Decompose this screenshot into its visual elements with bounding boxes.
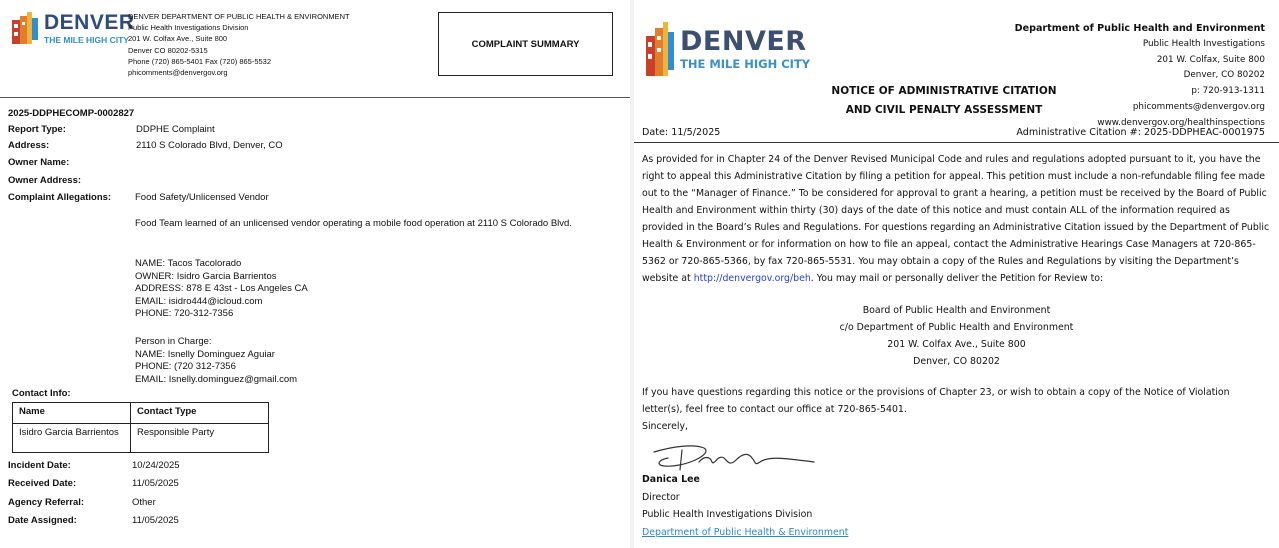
header-line: phicomments@denvergov.org <box>128 68 228 78</box>
field-label: Owner Name: <box>8 157 70 168</box>
field-label: Date Assigned: <box>8 515 77 526</box>
vendor-line: EMAIL: isidro444@icloud.com <box>135 295 263 307</box>
signer-title: Director <box>642 491 680 503</box>
address-line: Public Health Investigations <box>1142 38 1265 49</box>
table-header-row <box>13 403 269 424</box>
citation-number: Administrative Citation #: 2025-DDPHEAC-0001975 <box>1016 127 1265 138</box>
denver-logo-icon <box>646 22 674 76</box>
logo-wordmark: DENVER <box>44 11 135 34</box>
signature-image <box>644 432 834 476</box>
pic-line: EMAIL: Isnelly.dominguez@gmail.com <box>135 373 298 385</box>
field-value: Other <box>132 497 156 508</box>
address-line: phicomments@denvergov.org <box>1132 101 1265 112</box>
denver-logo <box>646 22 810 76</box>
questions-paragraph <box>642 384 1272 435</box>
address-line: Denver, CO 80202 <box>913 356 1000 367</box>
denver-logo-icon <box>12 12 38 44</box>
address-line: 201 W. Colfax, Suite 800 <box>1156 54 1265 65</box>
field-value: DDPHE Complaint <box>136 124 215 135</box>
column-header: Name <box>13 403 131 424</box>
field-label: Complaint Allegations: <box>8 192 112 203</box>
logo-tagline: THE MILE HIGH CITY <box>44 35 129 45</box>
contact-table <box>12 402 269 453</box>
paragraph-text: If you have questions regarding this notice or the provisions of Chapter 23, or wish to obtain a copy of the Notice of Violation letter(s), feel free to contact our office at 720-865-5401. <box>642 387 1230 415</box>
closing: Sincerely, <box>642 421 688 432</box>
logo-wordmark: DENVER <box>680 25 807 57</box>
field-value: 11/05/2025 <box>132 478 179 489</box>
header-line: 201 W. Colfax Ave., Suite 800 <box>128 34 228 44</box>
vendor-line: NAME: Tacos Tacolorado <box>135 258 242 269</box>
address-line: 201 W. Colfax Ave., Suite 800 <box>887 339 1026 350</box>
pic-line: Person in Charge: <box>135 336 212 347</box>
pic-line: NAME: Isnelly Dominguez Aguiar <box>135 348 275 360</box>
paragraph-text: As provided for in Chapter 24 of the Denver Revised Municipal Code and rules and regulations adopted pursuant to it, you have the right to appeal this Administrative Citation by filing a petition for appeal. This petition must include a non-refundable filing fee made out to the “Manager of Finance.” To be considered for approval to grant a hearing, a petition must be received by the Board of Public Health and Environment within thirty (30) days of the date of this notice and must contain ALL of the information required as provided in the Board’s Rules and Regulations. For questions regarding an Administrative Citation issued by the Department of Public Health & Environment or for information on how to file an appeal, contact the Administrative Hearings Case Managers at 720-865-5362 or 720-865-5366, by fax 720-865-5531. You may obtain a copy of the Rules and Regulations by visiting the Department’s website at <box>642 154 1270 284</box>
signer-division: Public Health Investigations Division <box>642 509 813 520</box>
header-divider <box>634 142 1279 143</box>
board-address <box>634 302 1279 370</box>
header-line: Denver CO 80202-5315 <box>128 45 208 55</box>
header-divider <box>0 97 630 98</box>
field-value: 10/24/2025 <box>132 460 180 471</box>
field-label: Owner Address: <box>8 175 82 186</box>
field-value: 11/05/2025 <box>132 515 179 526</box>
address-line: Denver, CO 80202 <box>1183 70 1265 81</box>
beh-website-link[interactable]: http://denvergov.org/beh <box>693 273 811 284</box>
address-line: Board of Public Health and Environment <box>862 305 1051 316</box>
table-cell: Responsible Party <box>131 424 269 453</box>
header-line: Public Health Investigations Division <box>128 23 249 33</box>
complaint-summary-document <box>0 0 630 548</box>
record-id: 2025-DDPHECOMP-0002827 <box>8 108 135 119</box>
person-in-charge-details <box>135 336 575 386</box>
contact-info-label: Contact Info: <box>12 388 71 399</box>
header-line: DENVER DEPARTMENT OF PUBLIC HEALTH & ENVIRONMENT <box>128 12 350 21</box>
field-label: Agency Referral: <box>8 497 85 508</box>
appeal-paragraph <box>642 151 1272 287</box>
field-label: Address: <box>8 140 50 151</box>
field-label: Report Type: <box>8 124 66 135</box>
department-address <box>1015 21 1265 132</box>
notice-date: Date: 11/5/2025 <box>642 127 721 138</box>
paragraph-text: . You may mail or personally deliver the Petition for Review to: <box>810 273 1104 284</box>
citation-notice-document <box>634 0 1279 548</box>
allegation-description <box>135 218 575 231</box>
address-line: c/o Department of Public Health and Environment <box>839 322 1074 333</box>
address-line: p: 720-913-1311 <box>1191 86 1265 97</box>
address-line: www.denvergov.org/healthinspections <box>1097 117 1265 128</box>
column-header: Contact Type <box>131 403 269 424</box>
field-label: Incident Date: <box>8 460 71 471</box>
denver-logo <box>12 12 135 45</box>
field-value: 2110 S Colorado Blvd, Denver, CO <box>136 140 283 151</box>
complaint-summary-title: COMPLAINT SUMMARY <box>438 12 613 76</box>
department-name: Department of Public Health and Environment <box>1014 23 1265 34</box>
header-line: Phone (720) 865-5401 Fax (720) 865-5532 <box>128 56 272 66</box>
department-header <box>128 11 350 78</box>
description-paragraph: Food Team learned of an unlicensed vendor operating a mobile food operation at 2110 S Colorado Blvd. <box>135 218 572 229</box>
vendor-line: OWNER: Isidro Garcia Barrientos <box>135 270 277 282</box>
signature-block <box>642 471 848 541</box>
field-label: Received Date: <box>8 478 77 489</box>
signer-name: Danica Lee <box>642 474 700 485</box>
pic-line: PHONE: (720 312-7356 <box>135 361 236 373</box>
vendor-line: ADDRESS: 878 E 43st - Los Angeles CA <box>135 283 308 295</box>
field-value: Food Safety/Unlicensed Vendor <box>135 192 269 203</box>
title-line: AND CIVIL PENALTY ASSESSMENT <box>845 104 1043 116</box>
logo-tagline: THE MILE HIGH CITY <box>680 56 811 71</box>
vendor-details <box>135 258 575 321</box>
title-line: NOTICE OF ADMINISTRATIVE CITATION <box>831 85 1057 97</box>
table-cell: Isidro Garcia Barrientos <box>13 424 131 453</box>
department-link[interactable]: Department of Public Health & Environment <box>642 526 849 538</box>
table-row <box>13 424 269 453</box>
vendor-line: PHONE: 720-312-7356 <box>135 308 234 320</box>
